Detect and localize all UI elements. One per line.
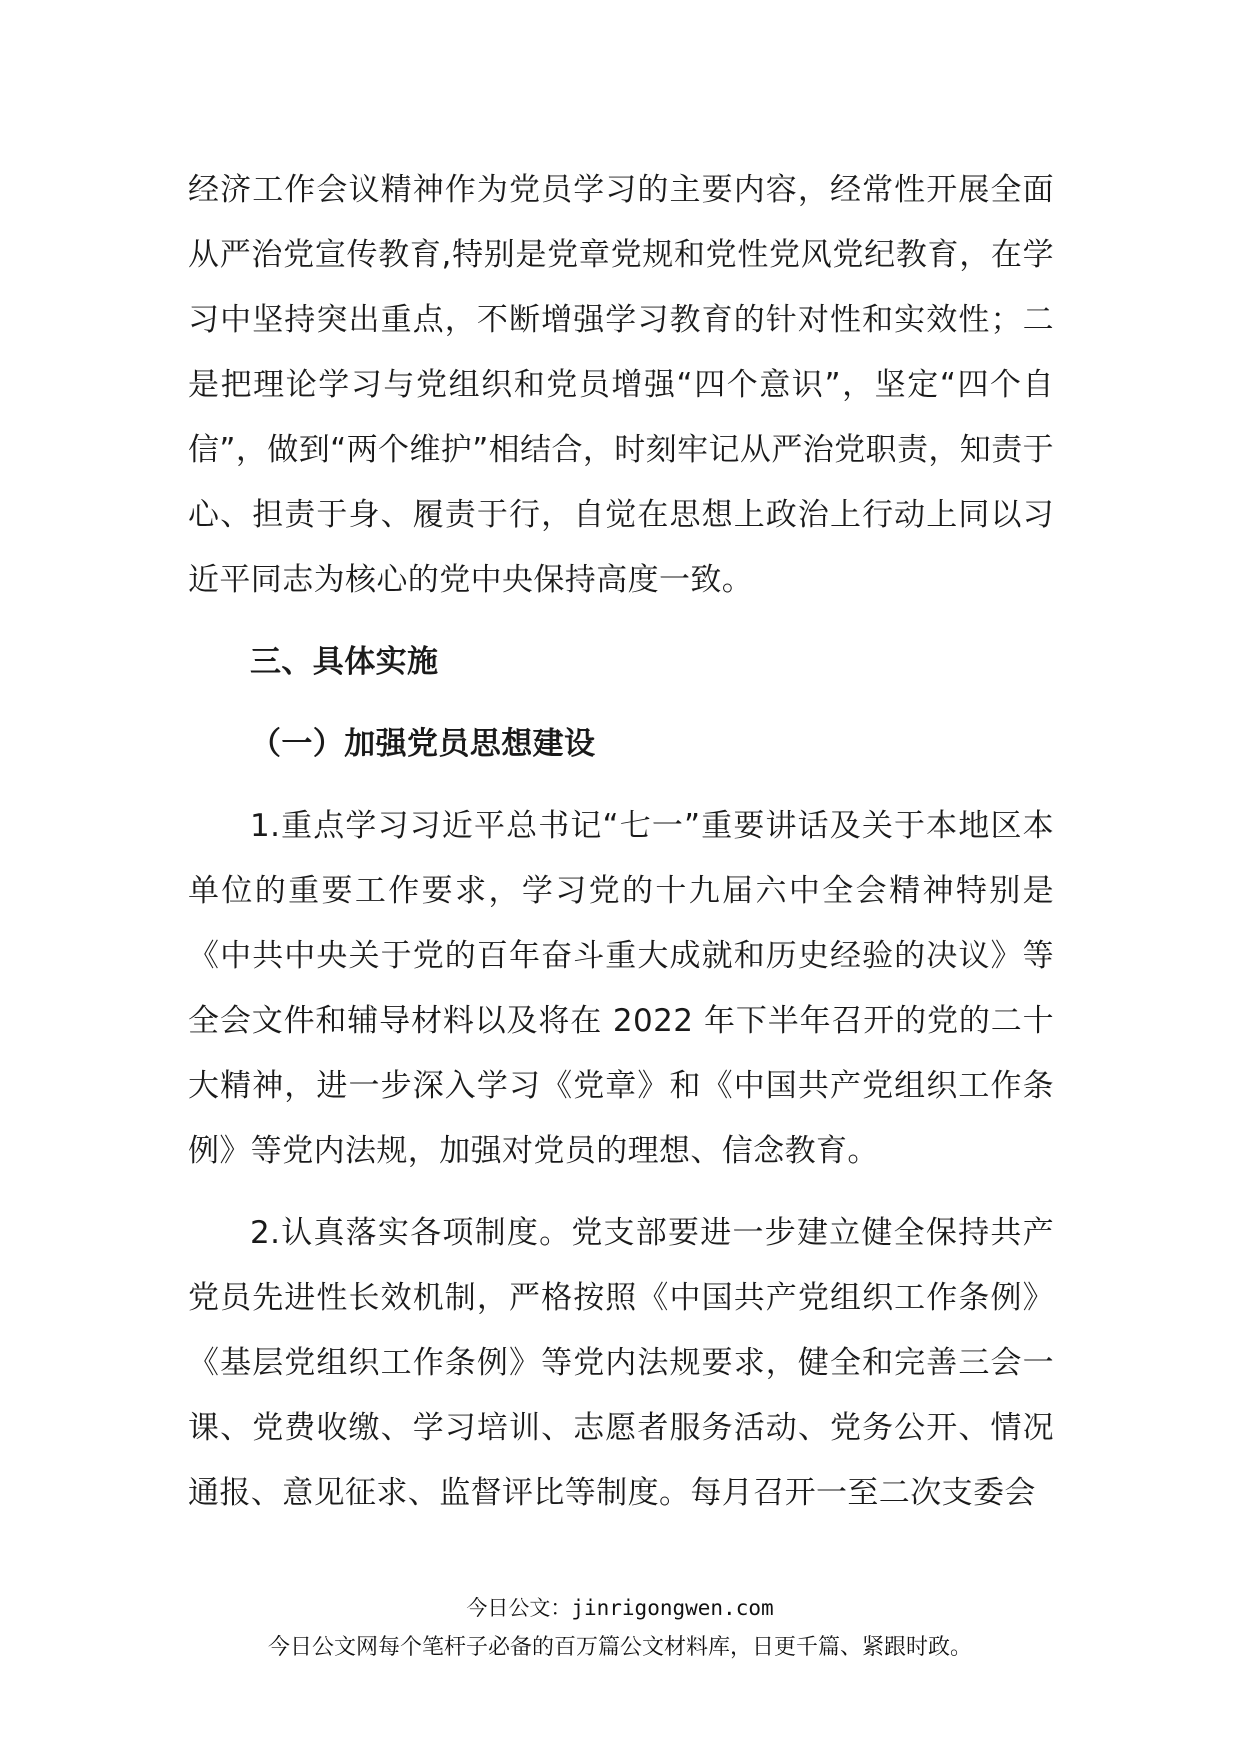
subsection-heading: （一）加强党员思想建设 bbox=[250, 726, 596, 762]
footer-site-label: 今日公文： bbox=[466, 1596, 572, 1620]
section-heading: 三、具体实施 bbox=[250, 644, 439, 680]
paragraph-continuation: 经济工作会议精神作为党员学习的主要内容，经常性开展全面从严治党宣传教育,特别是党章党规和党性党风党纪教育，在学习中坚持突出重点，不断增强学习教育的针对性和实效性；二是把理论学习与党组织和党员增强“四个意识”，坚定“四个自信”，做到“两个维护”相结合，时刻牢记从严治党职责，知责于心、担责于身、履责于行，自觉在思想上政治上行动上同以习近平同志为核心的党中央保持高度一致。 bbox=[188, 172, 1054, 598]
list-item-1: 1.重点学习习近平总书记“七一”重要讲话及关于本地区本单位的重要工作要求，学习党的十九届六中全会精神特别是《中共中央关于党的百年奋斗重大成就和历史经验的决议》等全会文件和辅导材料以及将在 2022 年下半年召开的党的二十大精神，进一步深入学习《党章》和《中国共产党组织工作条例》等党内法规，加强对党员的理想、信念教育。 bbox=[188, 808, 1054, 1169]
footer-slogan: 今日公文网每个笔杆子必备的百万篇公文材料库，日更千篇、紧跟时政。 bbox=[267, 1635, 972, 1660]
list-item-2: 2.认真落实各项制度。党支部要进一步建立健全保持共产党员先进性长效机制，严格按照《中国共产党组织工作条例》《基层党组织工作条例》等党内法规要求，健全和完善三会一课、党费收缴、学习培训、志愿者服务活动、党务公开、情况通报、意见征求、监督评比等制度。每月召开一至二次支委会 bbox=[188, 1215, 1054, 1511]
footer-site-url[interactable]: jinrigongwen.com bbox=[571, 1596, 774, 1620]
document-body bbox=[188, 158, 1054, 1526]
footer-site-line bbox=[0, 1592, 1240, 1622]
